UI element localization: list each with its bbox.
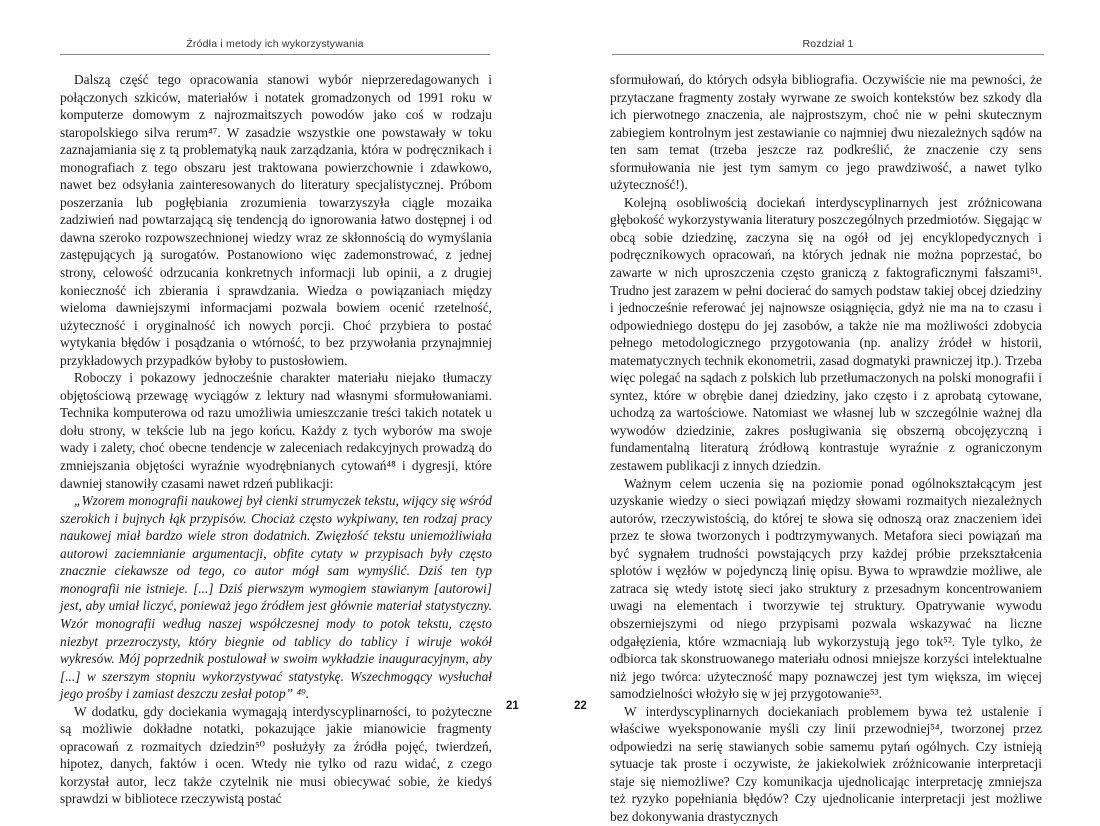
running-header: Źródła i metody ich wykorzystywania (186, 38, 364, 50)
page-number: 21 (506, 700, 519, 712)
page-number: 22 (574, 700, 587, 712)
body-text (610, 71, 1042, 826)
paragraph: Dalszą część tego opracowania stanowi wybór nieprzeredagowanych i połączonych szkiców, materiałów i notatek gromadzonych od 1991 roku w komputerze domowym z najrozmaitszych powodów jako coś w rodzaju staropolskiego silva rerum⁴⁷. W zasadzie wszystkie one powstawały w toku zaznajamiania się z tą problematyką nauk zarządzania, która w podręcznikach i monografiach z tego obszaru jest traktowana powierzchownie i zdawkowo, nawet bez odsyłania zainteresowanych do literatury specjalistycznej. Próbom poszerzania lub pogłębiania zrozumienia towarzyszyła ciągle mozaika zadziwień nad powtarzającą się tendencją do ignorowania łatwo dostępnej i od dawna szeroko rozpowszechnionej wiedzy wraz ze skłonnością do wymyślania zastępujących ją surogatów. Postanowiono więc zademonstrować, z jednej strony, celowość odrzucania konkretnych informacji lub opinii, a z drugiej konieczność ich zbierania i sprawdzania. Wiedza o powiązaniach między wieloma dawniejszymi informacjami pozwala bowiem ocenić rzetelność, użyteczność i oryginalność ich nowych porcji. Choć przybiera to postać wytykania błędów i posądzania o wtórność, to bez przywołania przynajmniej przykładowych przypadków byłoby to pustosłowiem. (60, 72, 492, 368)
running-header: Rozdział 1 (802, 38, 854, 50)
right-page (550, 0, 1100, 824)
header-rule (612, 54, 1044, 55)
header-rule (60, 54, 490, 55)
paragraph: sformułowań, do których odsyła bibliografia. Oczywiście nie ma pewności, że przytaczane fragmenty zostały wyrwane ze swoich kontekstów bez szkody dla ich pierwotnego znaczenia, ale najprostszym, choć nie w pełni skutecznym zabiegiem kontrolnym jest zestawianie co najmniej dwu niezależnych sądów na ten sam temat (trzeba jeszcze raz podkreślić, że znaczenie czy sens sformułowania nie jest tym samym co jego prawdziwość, a nawet tylko użyteczność!). (610, 72, 1042, 193)
paragraph: Roboczy i pokazowy jednocześnie charakter materiału niejako tłumaczy objętościową przewagę wyciągów z lektury nad własnymi sformułowaniami. Technika komputerowa od razu umożliwia umieszczanie treści takich notatek u dołu strony, w tekście lub na jego końcu. Każdy z tych wyborów ma swoje wady i zalety, choć obecne tendencje w zaleceniach redakcyjnych prowadzą do zmniejszania objętości wyraźnie wyodrębnianych cytowań⁴⁸ i dygresji, które dawniej stanowiły czasami nawet rdzeń publikacji: (60, 370, 492, 491)
left-page (0, 0, 550, 807)
block-quote: „Wzorem monografii naukowej był cienki strumyczek tekstu, wijący się wśród szerokich i bujnych łąk przypisów. Chociaż często wykpiwany, ten rodzaj pracy naukowej miał bardzo wiele stron dodatnich. Zwięzłość tekstu uniemożliwiała autorowi zaciemnianie argumentacji, obfite cytaty w przypisach były często znacznie ciekawsze od tego, co autor mógł sam wymyślić. Dziś ten typ monografii nie istnieje. [...] Dziś pierwszym wymogiem stawianym [autorowi] jest, aby umiał liczyć, ponieważ jego źródłem jest głównie materiał statystyczny. Wzór monografii według naszej współczesnej mody to potok tekstu, często niezbyt przezroczysty, który biegnie od tablicy do tablicy i wiruje wokół wykresów. Mój poprzednik postulował w swoim wykładzie inauguracyjnym, aby [...] w szerszym stopniu wykorzystywać statystykę. Wszechmogący wysłuchał jego prośby i zamiast deszczu zesłał potop” ⁴⁹. (60, 493, 492, 702)
paragraph: Kolejną osobliwością dociekań interdyscyplinarnych jest zróżnicowana głębokość wykorzystywania literatury poszczególnych przedmiotów. Sięgając w obcą sobie dziedzinę, zaczyna się na ogół od jej encyklopedycznych i podręcznikowych opracowań, na których jednak nie można poprzestać, bo zawarte w nich uproszczenia często graniczą z faktograficznymi fałszami⁵¹. Trudno jest zarazem w pełni docierać do samych podstaw takiej obcej dziedziny i jednocześnie referować jej najnowsze osiągnięcia, gdyż nie ma na to czasu i odpowiedniego dostępu do jej zasobów, a także nie ma możliwości zdobycia pełnego metodologicznego przygotowania (np. analizy źródeł w historii, matematycznych technik ekonometrii, zasad dogmatyki prawniczej itp.). Trzeba więc polegać na sądach z polskich lub przetłumaczonych na polski monografii i syntez, które w obrębie danej dziedziny, jako często i z aprobatą cytowane, uchodzą za wartościowe. Natomiast we własnej lub w szczególnie ważnej dla wywodów dziedzinie, zakres posługiwania się obszerną obcojęzyczną i fundamentalną literaturą źródłową kontrastuje wyraźnie z ograniczonym zestawem publikacji z innych dziedzin. (610, 194, 1042, 474)
paragraph: W dodatku, gdy dociekania wymagają interdyscyplinarności, to pożyteczne są możliwie dokładne notatki, pokazujące jakie mianowicie fragmenty opracowań z rozmaitych dziedzin⁵⁰ posłużyły za źródła pojęć, twierdzeń, hipotez, danych, faktów i ocen. Wtedy nie tylko od razu widać, z czego korzystał autor, lecz także czytelnik nie musi obiecywać sobie, że kiedyś sprawdzi w bibliotece rzeczywistą postać (60, 703, 492, 807)
paragraph: Ważnym celem uczenia się na poziomie ponad ogólnokształcącym jest uzyskanie wiedzy o sieci powiązań między słowami rozmaitych niezależnych autorów, rzeczywistością, do której te słowa się odnoszą oraz znaczeniem idei przez te słowa tworzonych i podtrzymywanych. Metafora sieci powiązań ma być sygnałem trudności powstających przy każdej próbie przekształcenia splotów i węzłów w pojedynczą linię opisu. Bywa to wprawdzie możliwe, ale zatraca się wtedy istotę sieci jako struktury z przesadnym koncentrowaniem uwagi na elementach i tworzywie tej struktury. Opatrywanie wywodu obszerniejszymi od niego przypisami pozwala wskazywać na liczne odgałęzienia, które wzmacniają lub wykorzystują jego tok⁵². Tyle tylko, że odbiorca tak skonstruowanego materiału odnosi mniejsze korzyści intelektualne niż jego twórca: użyteczność mapy poznawczej jest tym większa, im więcej samodzielności włożyło się w jej przygotowanie⁵³. (610, 475, 1042, 702)
body-text (60, 71, 492, 808)
paragraph: W interdyscyplinarnych dociekaniach problemem bywa też ustalenie i właściwe wyeksponowanie myśli czy linii przewodniej⁵⁴, tworzonej przez odpowiedzi na serię stawianych sobie samemu pytań ogólnych. Czy istnieją sytuacje tak proste i oczywiste, że jakiekolwiek zróżnicowanie interpretacji staje się niemożliwe? Czy komunikacja ujednolicając interpretację zmniejsza też ryzyko popełniania błędów? Czy ujednolicanie interpretacji jest możliwe bez dokonywania drastycznych (610, 703, 1042, 824)
